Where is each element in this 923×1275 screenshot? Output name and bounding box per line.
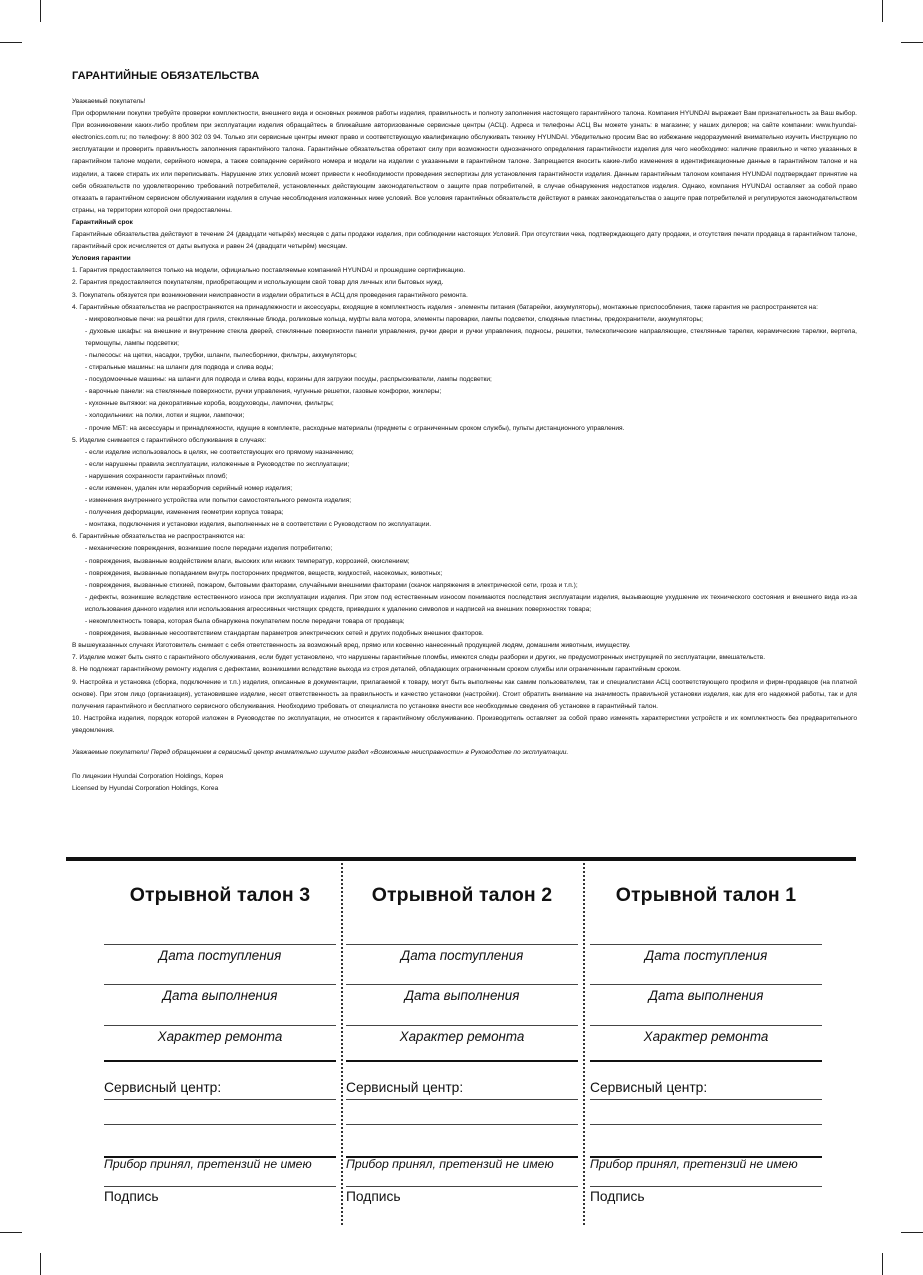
field-line xyxy=(346,1124,578,1125)
service-center-label: Сервисный центр: xyxy=(590,1080,708,1095)
document-title: ГАРАНТИЙНЫЕ ОБЯЗАТЕЛЬСТВА xyxy=(72,70,260,82)
coupon-2 xyxy=(346,884,578,1204)
list-item: - монтажа, подключения и установки изделия, выполненных не в соответствии с Руководством по эксплуатации. xyxy=(85,521,432,529)
field-line xyxy=(590,1025,822,1026)
coupon-title: Отрывной талон 2 xyxy=(371,884,553,906)
list-item: - механические повреждения, возникшие после передачи изделия потребителю; xyxy=(85,545,333,553)
customer-note: Уважаемые покупатели! Перед обращением в сервисный центр внимательно изучите раздел «Возможные неисправности» в Руководстве по эксплуатации. xyxy=(72,748,569,756)
list-item: - стиральные машины: на шланги для подвода и слива воды; xyxy=(85,364,274,372)
date-completed-label: Дата выполнения xyxy=(404,988,520,1003)
list-item: - если изделие использовалось в целях, не соответствующих его прямому назначению; xyxy=(85,448,354,456)
list-item: - повреждения, вызванные воздействием влаги, высоких или низких температур, коррозией, окислением; xyxy=(85,557,410,565)
field-line xyxy=(346,1186,578,1187)
list-item: - повреждения, вызванные попаданием внутрь посторонних предметов, веществ, жидкостей, насекомых, животных; xyxy=(85,569,443,577)
term-heading: Гарантийный срок xyxy=(72,218,133,226)
term-paragraph: Гарантийные обязательства действуют в течение 24 (двадцати четырёх) месяцев с даты продажи изделия, при соблюдении настоящих Условий. При отсутствии чека, подтверждающего дату продажи, и отсутствия печати продавца в гарантийном талоне, гарантийный срок исчисляется от даты выпуска и равен 24 (двадцати четырём) месяцам. xyxy=(72,231,857,251)
condition-7: 7. Изделие может быть снято с гарантийного обслуживания, если будет установлено, что нарушены гарантийные пломбы, имеются следы разборки и других, не предусмотренных инструкцией по эксплуатации, вмешательств. xyxy=(72,654,766,662)
date-received-label: Дата поступления xyxy=(158,948,282,963)
service-center-label: Сервисный центр: xyxy=(104,1080,222,1095)
coupon-3 xyxy=(104,884,336,1204)
repair-type-label: Характер ремонта xyxy=(157,1029,283,1044)
license-ru: По лицензии Hyundai Corporation Holdings, Корея xyxy=(72,772,224,780)
field-line xyxy=(104,1060,336,1062)
condition-3: 3. Покупатель обязуется при возникновении неисправности в изделии обратиться в АСЦ для проведения гарантийного ремонта. xyxy=(72,291,468,299)
greeting: Уважаемый покупатель! xyxy=(72,98,146,105)
crop-mark xyxy=(0,1232,22,1233)
field-line xyxy=(590,1124,822,1125)
list-item: - кухонные вытяжки: на декоративные короба, воздуховоды, лампочки, фильтры; xyxy=(85,400,334,408)
list-item: - если изменен, удален или неразборчив серийный номер изделия; xyxy=(85,485,293,492)
crop-mark xyxy=(40,0,41,22)
date-received-label: Дата поступления xyxy=(644,948,768,963)
license-en: Licensed by Hyundai Corporation Holdings, Korea xyxy=(72,784,219,792)
crop-mark xyxy=(882,0,883,22)
condition-2: 2. Гарантия предоставляется покупателям, приобретающим и использующим свой товар для личных или бытовых нужд. xyxy=(72,279,444,287)
condition-9: 9. Настройка и установка (сборка, подключение и т.п.) изделия, описанные в документации, прилагаемой к товару, могут быть выполнены как самим пользователем, так и специалистами АСЦ соответствующего профиля и фирм-продавцов (на платной основе). При этом лицо (организация), установившее изделие, несет ответственность за правильность и качество установки (настройки). Стоит обратить внимание на значимость правильной установки изделия, как для его надежной работы, так и для получения гарантийного и бесплатного сервисного обслуживания. Необходимо требовать от специалиста по установке внести все необходимые сведения об установке в гарантийный талон. xyxy=(72,678,857,710)
list-item: - если нарушены правила эксплуатации, изложенные в Руководстве по эксплуатации; xyxy=(85,460,350,468)
condition-6-tail: В вышеуказанных случаях Изготовитель снимает с себя ответственность за возможный вред, прямо или косвенно нанесенный продукцией людям, домашним животным, имуществу. xyxy=(72,642,631,650)
condition-1: 1. Гарантия предоставляется только на модели, официально поставляемые компанией HYUNDAI и прошедшие сертификацию. xyxy=(72,267,466,275)
field-line xyxy=(104,984,336,985)
field-line xyxy=(346,1025,578,1026)
service-center-label: Сервисный центр: xyxy=(346,1080,464,1095)
conditions-heading: Условия гарантии xyxy=(72,255,131,263)
list-item: - некомплектность товара, которая была обнаружена покупателем после передачи товара от продавца; xyxy=(85,618,405,626)
date-completed-label: Дата выполнения xyxy=(162,988,278,1003)
condition-8: 8. Не подлежат гарантийному ремонту изделия с дефектами, возникшими вследствие выхода из строя деталей, обладающих ограниченным сроком службы или ограниченным гарантийным сроком. xyxy=(72,666,681,674)
repair-type-label: Характер ремонта xyxy=(643,1029,769,1044)
signature-label: Подпись xyxy=(346,1189,401,1204)
list-item: - холодильники: на полки, лотки и ящики, лампочки; xyxy=(85,412,245,420)
list-item: - прочие МБТ: на аксессуары и принадлежности, идущие в комплекте, расходные материалы (предметы с ограниченным сроком службы), пульты дистанционного управления. xyxy=(85,424,625,432)
coupon-1 xyxy=(590,884,822,1204)
field-line xyxy=(104,1186,336,1187)
crop-mark xyxy=(0,42,22,43)
field-line xyxy=(590,944,822,945)
list-item: - посудомоечные машины: на шланги для подвода и слива воды, корзины для загрузки посуды, распрыскиватели, лампы подсветки; xyxy=(85,376,492,384)
field-line xyxy=(346,944,578,945)
field-line xyxy=(104,944,336,945)
date-received-label: Дата поступления xyxy=(400,948,524,963)
accepted-label: Прибор принял, претензий не имею xyxy=(346,1157,554,1171)
signature-label: Подпись xyxy=(104,1189,159,1204)
warranty-document xyxy=(72,70,857,795)
list-item: - духовые шкафы: на внешние и внутренние стекла дверей, стеклянные поверхности панели управления, ручки двери и ручки управления, подносы, решетки, телескопические направляющие, стеклянные тарелки, керамические тарелки, вертела, термощупы, лампы подсветки; xyxy=(85,327,857,347)
condition-4: 4. Гарантийные обязательства не распространяются на принадлежности и аксессуары, входящие в комплектность изделия - элементы питания (батарейки, аккумуляторы), монтажные приспособления, также гарантия не распространяется на: xyxy=(72,303,818,311)
list-item: - повреждения, вызванные несоответствием стандартам параметров электрических сетей и других подобных внешних факторов. xyxy=(85,630,484,638)
list-item: - пылесосы: на щетки, насадки, трубки, шланги, пылесборники, фильтры, аккумуляторы; xyxy=(85,351,357,359)
crop-mark xyxy=(882,1253,883,1275)
repair-type-label: Характер ремонта xyxy=(399,1029,525,1044)
list-item: - повреждения, вызванные стихией, пожаром, бытовыми факторами, случайными внешними факторами (скачок напряжения в электрической сети, гроза и т.п.); xyxy=(85,581,578,589)
field-line xyxy=(104,1124,336,1125)
perforation-line xyxy=(583,863,585,1225)
field-line xyxy=(590,1099,822,1100)
field-line xyxy=(346,1060,578,1062)
perforation-line xyxy=(341,863,343,1225)
date-completed-label: Дата выполнения xyxy=(648,988,764,1003)
list-item: - дефекты, возникшие вследствие естественного износа при эксплуатации изделия. При этом под естественным износом понимаются последствия эксплуатации изделия, вызывающие ухудшение их технического состояния и внешнего вида из-за использования данного изделия или использования агрессивных чистящих средств, приведших к удалению символов и надписей на внешних поверхностях товара; xyxy=(85,593,857,613)
field-line xyxy=(346,984,578,985)
field-line xyxy=(590,984,822,985)
list-item: - получения деформации, изменения геометрии корпуса товара; xyxy=(85,509,284,517)
crop-mark xyxy=(40,1253,41,1275)
field-line xyxy=(104,1025,336,1026)
accepted-label: Прибор принял, претензий не имею xyxy=(590,1157,798,1171)
crop-mark xyxy=(901,42,923,43)
accepted-label: Прибор принял, претензий не имею xyxy=(104,1157,312,1171)
condition-6: 6. Гарантийные обязательства не распространяются на: xyxy=(72,533,245,541)
section-divider xyxy=(66,857,856,861)
field-line xyxy=(346,1099,578,1100)
field-line xyxy=(590,1060,822,1062)
coupon-title: Отрывной талон 1 xyxy=(615,884,797,906)
list-item: - нарушения сохранности гарантийных пломб; xyxy=(85,472,228,480)
crop-mark xyxy=(901,1232,923,1233)
list-item: - варочные панели: на стеклянные поверхности, ручки управления, чугунные решетки, газовые конфорки, жиклеры; xyxy=(85,388,442,396)
intro-paragraph: При оформлении покупки требуйте проверки комплектности, внешнего вида и основных режимов работы изделия, правильность и полноту заполнения настоящего гарантийного талона. Компания HYUNDAI выражает Вам признательность за Ваш выбор. При возникновении каких-либо проблем при эксплуатации изделия обращайтесь в ближайшие авторизованные сервисные центры (АСЦ). Адреса и телефоны АСЦ Вы можете узнать: в магазине; у наших дилеров; на сайте компании: www.hyundai-electronics.com.ru; по телефону: 8 800 302 03 94. Только эти сервисные центры имеют право и соответствующую квалификацию обслуживать технику HYUNDAI. Убедительно просим Вас во избежание недоразумений внимательно изучить Инструкцию по эксплуатации и проверить правильность заполнения гарантийного талона. Гарантийные обязательства обретают силу при возможности однозначного определения гарантийности изделия для чего необходимо: наличие правильно и четко указанных в гарантийном талоне модели, серийного номера, а также совпадение серийного номера и модели на изделии с указанными в гарантийном талоне. Запрещается вносить какие-либо изменения в идентификационные данные в гарантийном талоне и на изделии, а также стирать их или переписывать. Нарушение этих условий может привести к необходимости проведения экспертизы для установления гарантийности изделия. Данным гарантийным талоном компания HYUNDAI подтверждает принятие на себя обязательств по удовлетворению требований потребителей, установленных действующим законодательством о защите прав потребителей, в случае обнаружения недостатков изделия. Однако, компания HYUNDAI оставляет за собой право отказать в гарантийном сервисном обслуживании изделия в случае несоблюдения изложенных ниже условий. Все условия гарантийных обязательств действуют в рамках законодательства о защите прав потребителей и регулируются законодательством страны, на территории которой они предоставлены. xyxy=(72,110,857,214)
condition-5: 5. Изделие снимается с гарантийного обслуживания в случаях: xyxy=(72,436,267,444)
list-item: - изменения внутреннего устройства или попытки самостоятельного ремонта изделия; xyxy=(85,497,352,505)
list-item: - микроволновые печи: на решётки для гриля, стеклянные блюда, роликовые кольца, муфты вала мотора, элементы пароварки, лампы подсветки, слюдяные пластины, предохранители, аккумуляторы; xyxy=(85,315,703,323)
coupon-title: Отрывной талон 3 xyxy=(129,884,311,906)
signature-label: Подпись xyxy=(590,1189,645,1204)
condition-10: 10. Настройка изделия, порядок которой изложен в Руководстве по эксплуатации, не относится к гарантийному обслуживанию. Производитель оставляет за собой право изменять характеристики устройств и их комплектность без предварительного уведомления. xyxy=(72,714,857,734)
field-line xyxy=(104,1099,336,1100)
field-line xyxy=(590,1186,822,1187)
